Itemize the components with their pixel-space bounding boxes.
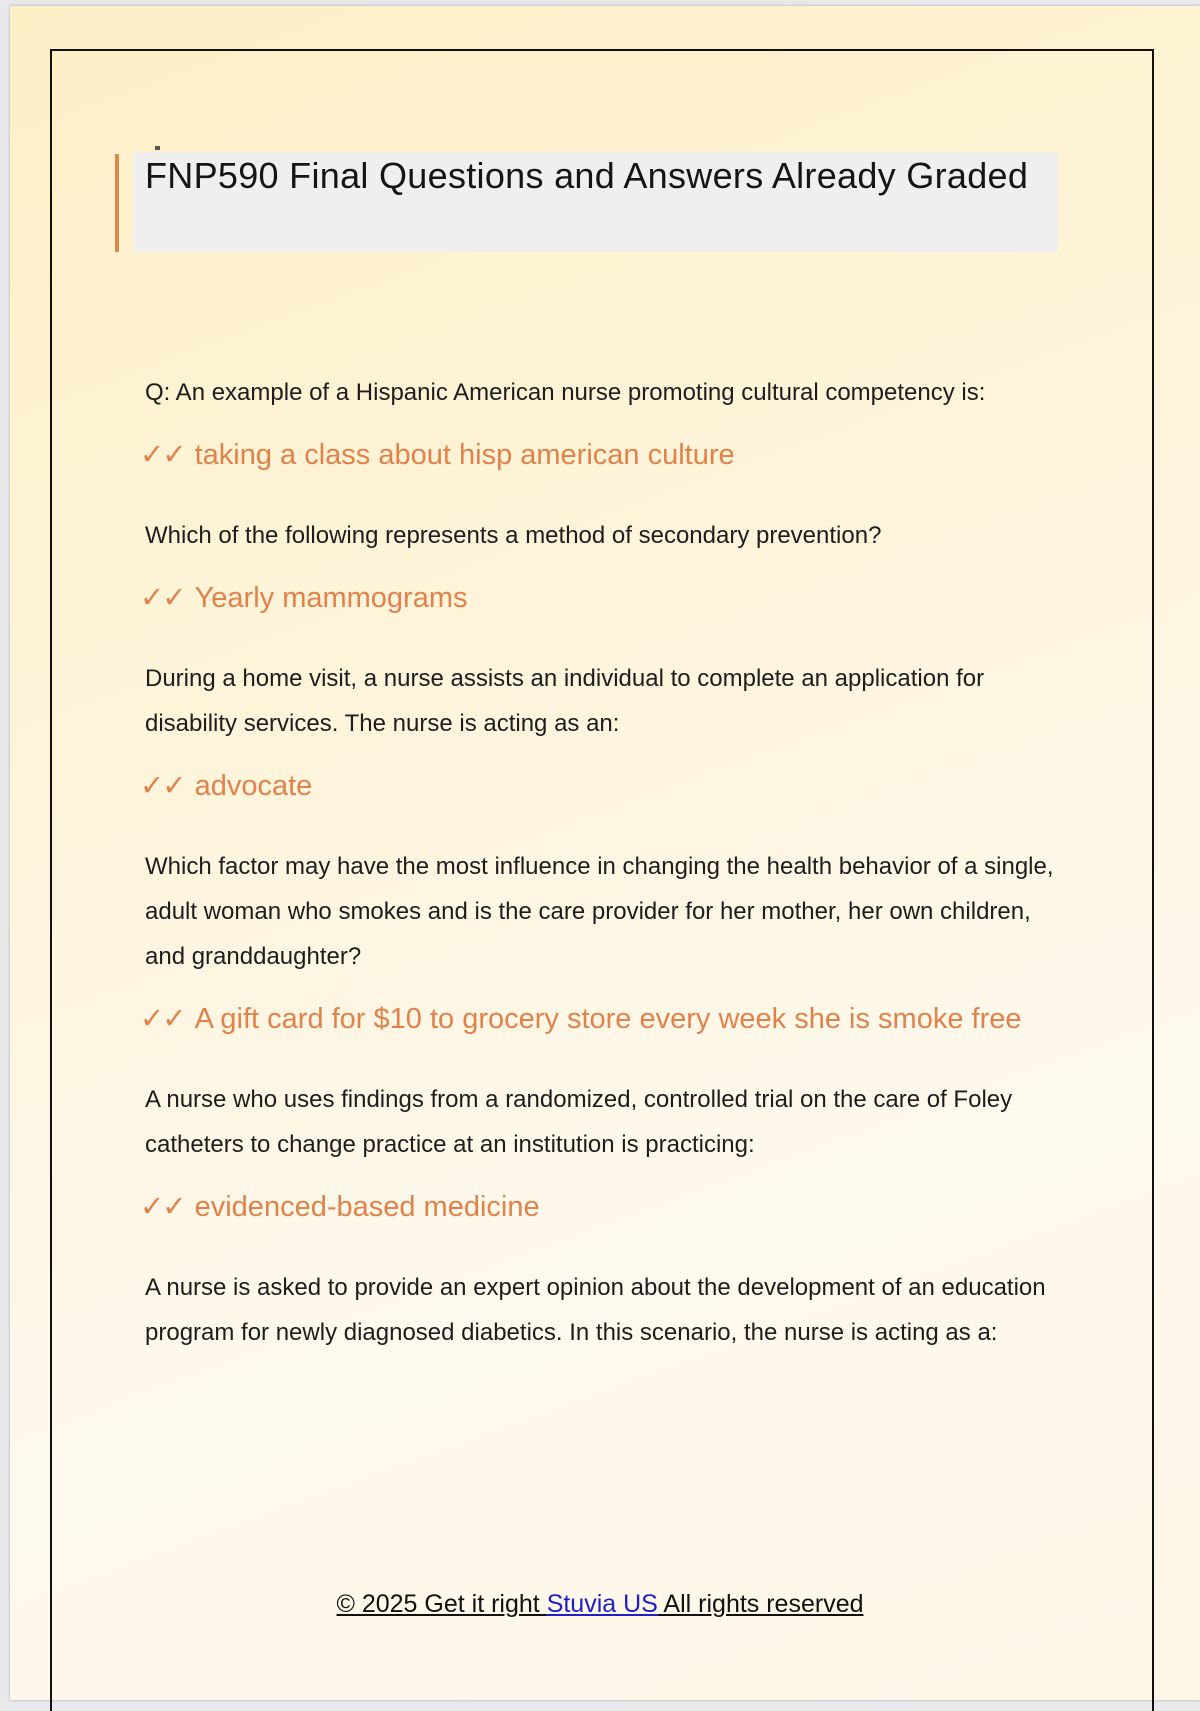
question-text: During a home visit, a nurse assists an individual to complete an application for disability services. The nurse is acting as an:	[145, 665, 985, 737]
check-icon: ✓✓	[140, 582, 185, 614]
qa-item	[140, 513, 1065, 618]
answer-value: taking a class about hisp american culture	[194, 439, 735, 471]
check-icon: ✓✓	[140, 1003, 185, 1035]
title-accent-bar	[115, 154, 119, 252]
answer-text	[140, 1187, 1065, 1227]
qa-item	[140, 844, 1065, 1039]
answer-value: A gift card for $10 to grocery store every week she is smoke free	[194, 1003, 1022, 1035]
question-text: A nurse who uses findings from a randomized, controlled trial on the care of Foley catheters to change practice at an institution is practicing:	[145, 1086, 1013, 1158]
answer-text	[140, 766, 1065, 806]
qa-item	[140, 370, 1065, 475]
check-icon: ✓✓	[140, 1191, 185, 1223]
qa-item	[145, 1265, 1065, 1355]
check-icon: ✓✓	[140, 439, 185, 471]
answer-text	[140, 999, 1065, 1039]
question-text: Which of the following represents a method of secondary prevention?	[145, 522, 882, 549]
check-icon: ✓✓	[140, 770, 185, 802]
document-title: FNP590 Final Questions and Answers Already Graded	[145, 155, 1029, 196]
rights-text: All rights reserved	[657, 1590, 864, 1618]
page-footer	[0, 1590, 1200, 1619]
answer-text	[140, 578, 1065, 618]
question-text: Which factor may have the most influence in changing the health behavior of a single, adult woman who smokes and is the care provider for her mother, her own children, and granddaughter?	[145, 853, 1054, 970]
answer-value: evidenced-based medicine	[194, 1191, 540, 1223]
question-text: A nurse is asked to provide an expert opinion about the development of an education program for newly diagnosed diabetics. In this scenario, the nurse is acting as a:	[145, 1274, 1046, 1346]
answer-text	[140, 435, 1065, 475]
answer-value: advocate	[194, 770, 313, 802]
answer-value: Yearly mammograms	[194, 582, 468, 614]
qa-list	[140, 370, 1065, 1355]
stuvia-link[interactable]: Stuvia US	[546, 1590, 658, 1618]
title-marker	[155, 146, 160, 150]
qa-item	[140, 1077, 1065, 1227]
copyright-text: © 2025 Get it right	[336, 1590, 547, 1618]
qa-item	[140, 656, 1065, 806]
question-text: Q: An example of a Hispanic American nurse promoting cultural competency is:	[145, 379, 986, 406]
